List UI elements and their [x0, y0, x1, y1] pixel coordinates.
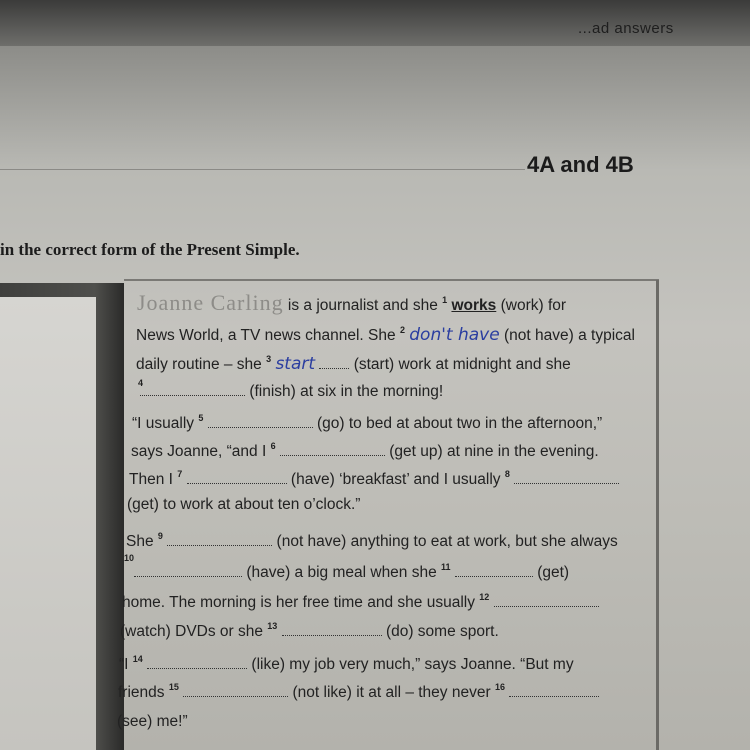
exercise-line-14: friends $^{15}$ (not like) it at all – they never $^{16}$ — [118, 682, 599, 702]
photo-frame — [0, 297, 96, 750]
exercise-line-8: (get) to work at about ten o’clock.” — [127, 496, 361, 513]
exercise-line-9: She $^9$ (not have) anything to eat at work, but she always — [126, 531, 618, 550]
answer-blank-4[interactable] — [140, 383, 245, 396]
answer-blank-14[interactable] — [147, 656, 247, 669]
exercise-line-1: Joanne Carling is a journalist and she $^1$ works (work) for — [137, 290, 567, 315]
top-partial-text: ...ad answers — [578, 20, 674, 37]
exercise-line-12: (watch) DVDs or she $^{13}$ (do) some sport. — [120, 621, 499, 640]
answer-blank-11[interactable] — [455, 564, 533, 577]
answer-blank-15[interactable] — [183, 684, 288, 697]
exercise-line-2: News World, a TV news channel. She $^2$ don't have (not have) a typical — [136, 325, 635, 345]
exercise-line-7: Then I $^7$ (have) ‘breakfast’ and I usually $^8$ — [129, 469, 619, 489]
exercise-line-15: (see) me!” — [117, 713, 188, 730]
exercise-line-11: home. The morning is her free time and she usually $^{12}$ — [122, 592, 599, 612]
exercise-line-6: says Joanne, “and I $^6$ (get up) at nine in the evening. — [131, 441, 599, 460]
section-title: 4A and 4B — [527, 152, 634, 177]
exercise-line-10-num: 10 — [124, 553, 135, 563]
handwritten-answer-2: don't have — [409, 325, 500, 345]
answer-blank-13[interactable] — [282, 623, 382, 636]
answer-1: works — [451, 297, 497, 314]
box-top-border — [124, 279, 659, 281]
answer-blank-10[interactable] — [134, 564, 242, 577]
answer-blank-3[interactable] — [319, 356, 349, 369]
handwritten-answer-3: start — [275, 354, 316, 374]
answer-blank-16[interactable] — [509, 684, 599, 697]
answer-blank-8[interactable] — [514, 471, 619, 484]
answer-blank-7[interactable] — [187, 471, 287, 484]
answer-blank-12[interactable] — [494, 594, 599, 607]
bleed-through-text — [330, 28, 337, 59]
exercise-line-10: (have) a big meal when she $^{11}$ (get) — [134, 562, 569, 582]
exercise-line-5: “I usually $^5$ (go) to bed at about two in the afternoon,” — [132, 413, 603, 432]
header-rule — [0, 169, 525, 170]
exercise-line-3: daily routine – she $^3$ start (start) work at midnight and she — [136, 354, 571, 374]
exercise-line-4: 4 — [138, 378, 144, 388]
answer-blank-5[interactable] — [208, 415, 313, 428]
exercise-instruction: in the correct form of the Present Simple. — [0, 240, 300, 259]
exercise-line-4b: (finish) at six in the morning! — [140, 383, 443, 401]
exercise-line-13: “I $^{14}$ (like) my job very much,” says Joanne. “But my — [119, 654, 574, 673]
box-right-border — [656, 280, 659, 750]
person-name: Joanne Carling — [137, 290, 284, 315]
answer-blank-9[interactable] — [167, 533, 272, 546]
answer-blank-6[interactable] — [280, 443, 385, 456]
